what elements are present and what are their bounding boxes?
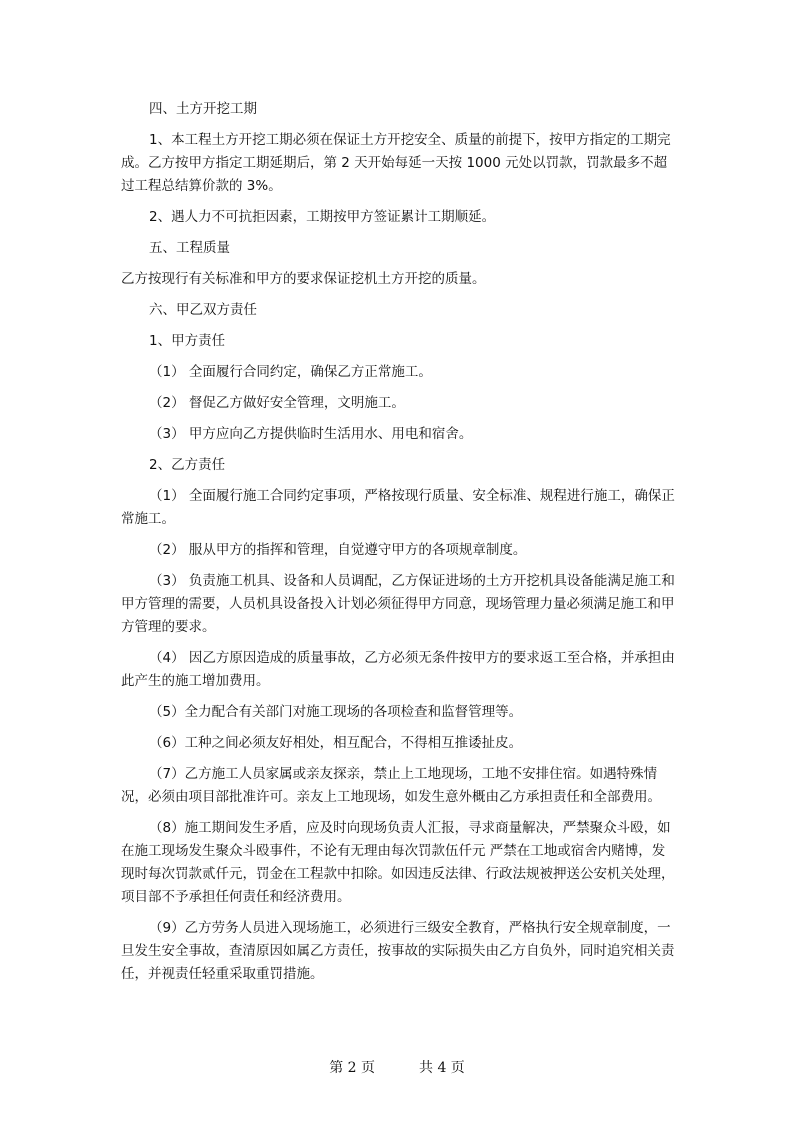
section-heading-schedule: 四、土方开挖工期 [149,101,257,117]
section-heading-quality: 五、工程质量 [149,240,230,256]
party-b-item-6: （6）工种之间必须友好相处，相互配合，不得相互推诿扯皮。 [149,735,523,751]
party-b-item-8: （8）施工期间发生矛盾，应及时向现场负责人汇报，寻求商量解决，严禁聚众斗殴，如在施工现场发生聚众斗殴事件，不论有无理由每次罚款伍仟元 严禁在工地或宿舍内赌博，发现时每次罚款贰仟元，罚金在工程款中扣除。如因违反法律、行政法规被押送公安机关处理，项目部不予承担任何责任和经济费用。 [121,820,675,905]
party-b-item-3: （3） 负责施工机具、设备和人员调配，乙方保证进场的土方开挖机具设备能满足施工和甲方管理的需要，人员机具设备投入计划必须征得甲方同意，现场管理力量必须满足施工和甲方管理的要求。 [121,573,675,635]
party-a-item-2: （2） 督促乙方做好安全管理，文明施工。 [149,395,405,411]
party-b-item-4: （4） 因乙方原因造成的质量事故，乙方必须无条件按甲方的要求返工至合格，并承担由此产生的施工增加费用。 [121,650,675,689]
subheading-party-b: 2、乙方责任 [149,457,226,473]
party-b-item-7: （7）乙方施工人员家属或亲友探亲，禁止上工地现场，工地不安排住宿。如遇特殊情况，必须由项目部批准许可。亲友上工地现场，如发生意外概由乙方承担责任和全部费用。 [121,766,661,805]
section-heading-responsibilities: 六、甲乙双方责任 [149,302,257,318]
party-a-item-3: （3） 甲方应向乙方提供临时生活用水、用电和宿舍。 [149,426,473,442]
paragraph-schedule-1 [121,129,675,198]
page-number: 第 2 页 [329,1060,375,1076]
paragraph-schedule-2: 2、遇人力不可抗拒因素，工期按甲方签证累计工期顺延。 [149,209,496,225]
party-b-item-2: （2） 服从甲方的指挥和管理，自觉遵守甲方的各项规章制度。 [149,542,527,558]
page-total: 共 4 页 [419,1060,465,1076]
party-b-item-9: （9）乙方劳务人员进入现场施工，必须进行三级安全教育，严格执行安全规章制度，一旦发生安全事故，查清原因如属乙方责任，按事故的实际损失由乙方自负外，同时追究相关责任，并视责任轻重采取重罚措施。 [121,920,675,982]
paragraph-schedule-1-text: 1、本工程土方开挖工期必须在保证土方开挖安全、质量的前提下，按甲方指定的工期完成。乙方按甲方指定工期延期后，第 2 天开始每延一天按 1000 元处以罚款，罚款最多不超过工程总结算价款的 3%。 [121,132,671,194]
party-b-item-1: （1） 全面履行施工合同约定事项，严格按现行质量、安全标准、规程进行施工，确保正常施工。 [121,488,675,527]
party-a-item-1: （1） 全面履行合同约定，确保乙方正常施工。 [149,364,432,380]
party-b-item-5: （5）全力配合有关部门对施工现场的各项检查和监督管理等。 [149,704,523,720]
page-footer [0,1057,794,1077]
document-body [121,98,675,994]
paragraph-quality-1: 乙方按现行有关标准和甲方的要求保证挖机土方开挖的质量。 [121,271,486,287]
subheading-party-a: 1、甲方责任 [149,333,226,349]
